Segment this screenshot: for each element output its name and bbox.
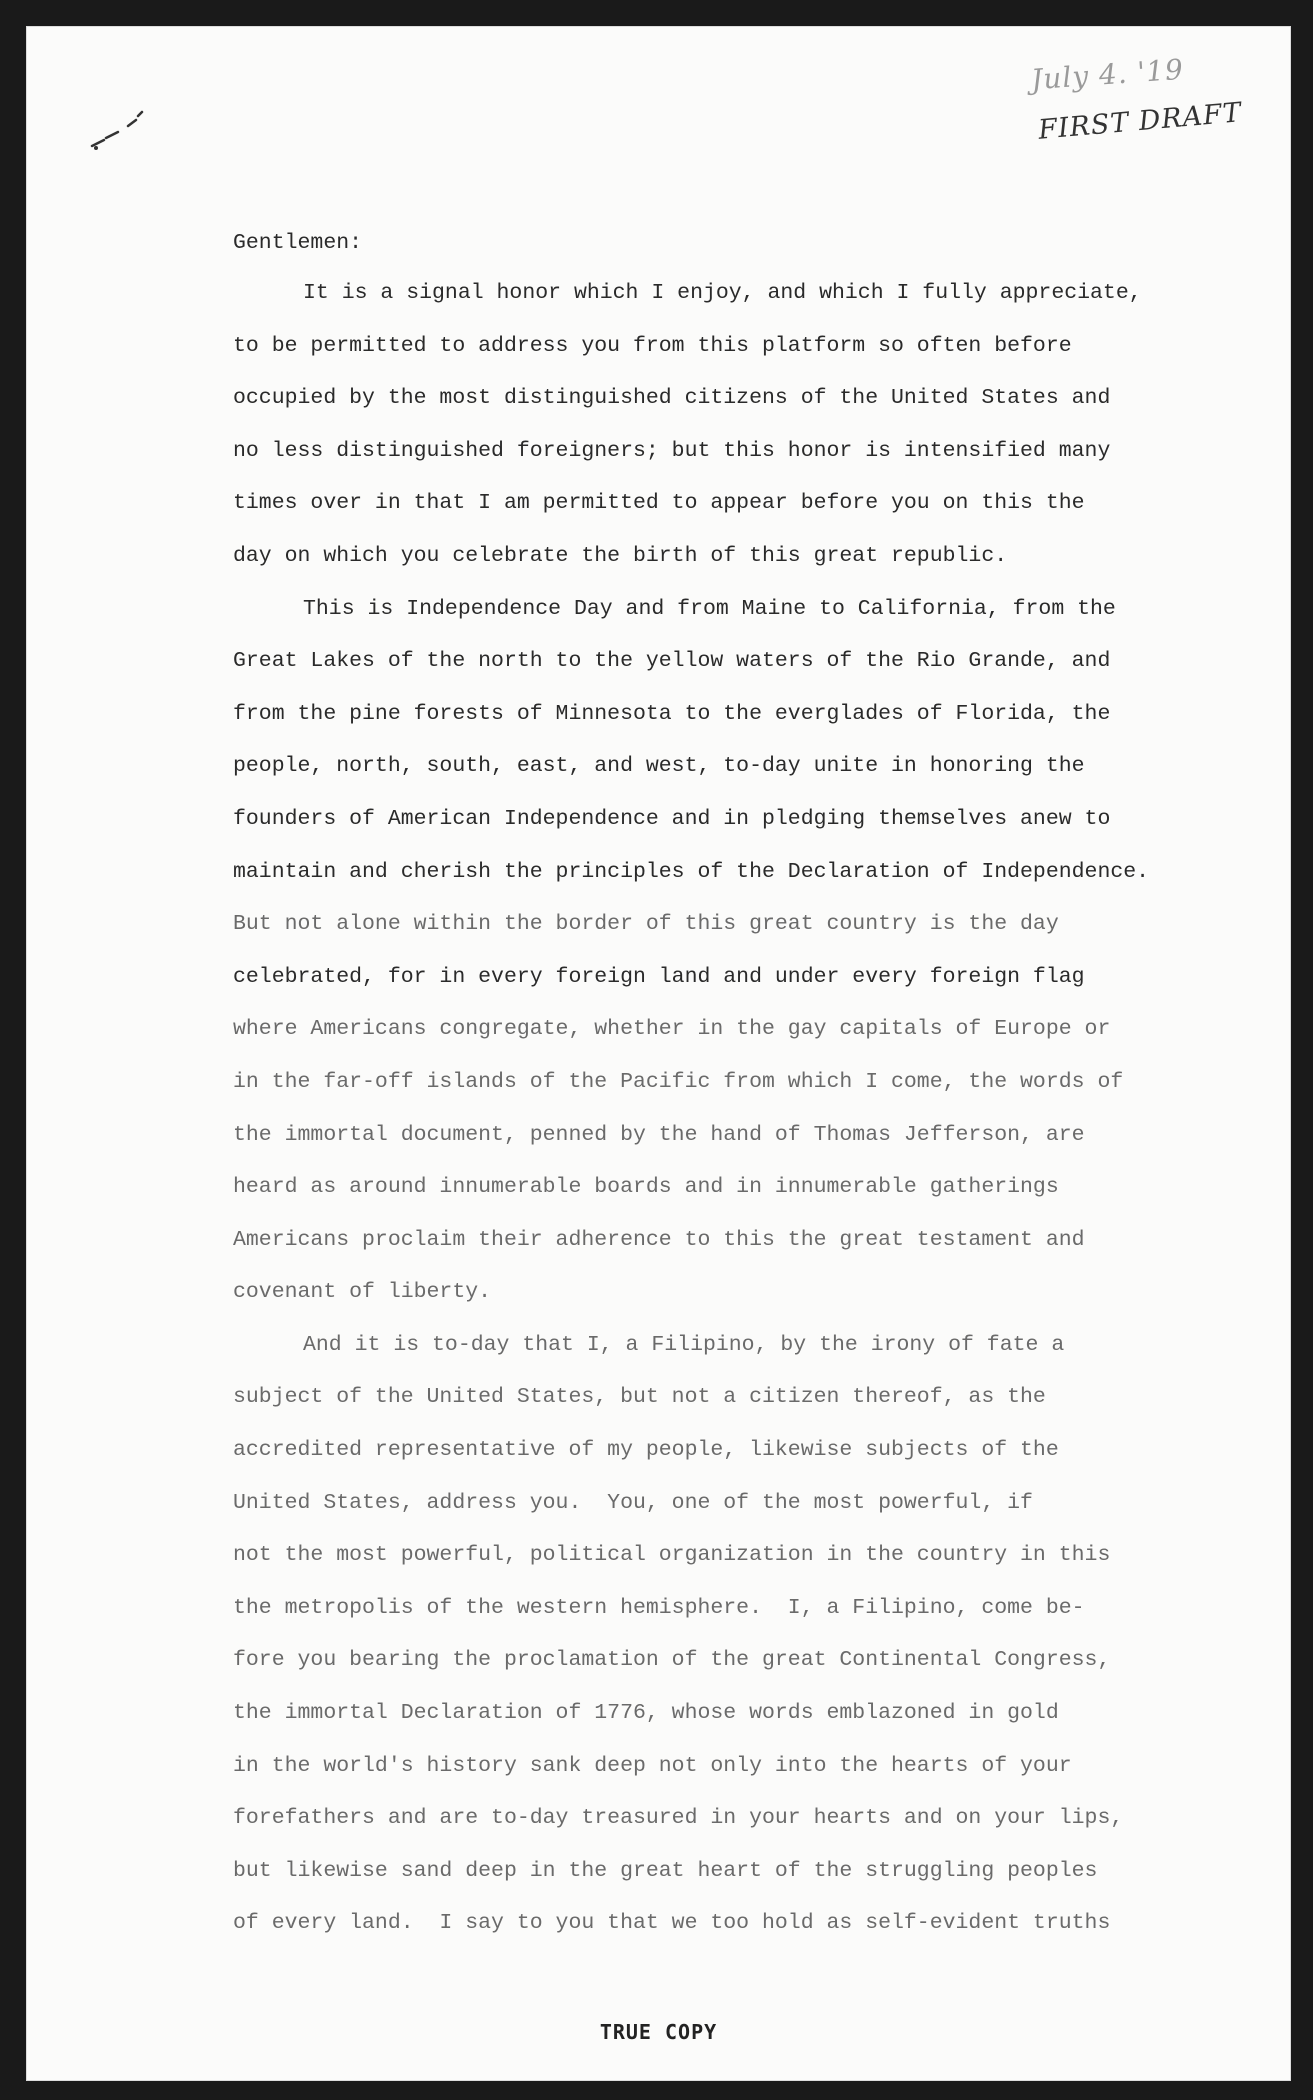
true-copy-stamp: TRUE COPY [599,2020,718,2044]
salutation: Gentlemen: [233,231,363,255]
text-line: heard as around innumerable boards and in innumerable gatherings [233,1175,1059,1200]
text-line: founders of American Independence and in pledging themselves anew to [233,806,1111,831]
text-line: the metropolis of the western hemisphere. I, a Filipino, come be- [233,1595,1085,1620]
text-line: the immortal document, penned by the hand of Thomas Jefferson, are [233,1122,1085,1147]
text-line: covenant of liberty. [233,1280,492,1305]
text-line: But not alone within the border of this great country is the day [233,912,1059,937]
text-line: fore you bearing the proclamation of the great Continental Congress, [233,1648,1111,1673]
text-line: to be permitted to address you from this platform so often before [233,333,1072,358]
text-line: forefathers and are to-day treasured in your hearts and on your lips, [233,1806,1124,1831]
document-page [26,26,1291,2081]
text-line: Americans proclaim their adherence to this the great testament and [233,1227,1085,1252]
text-line: in the far-off islands of the Pacific from which I come, the words of [233,1069,1124,1094]
text-line: day on which you celebrate the birth of this great republic. [233,543,1008,568]
pencil-mark-icon [84,94,154,154]
text-line: people, north, south, east, and west, to-day unite in honoring the [233,754,1085,779]
text-line: Great Lakes of the north to the yellow waters of the Rio Grande, and [233,649,1111,674]
text-line: maintain and cherish the principles of the Declaration of Independence. [233,859,1150,884]
speech-lines [233,278,1213,1961]
text-line: occupied by the most distinguished citizens of the United States and [233,386,1111,411]
text-line: accredited representative of my people, likewise subjects of the [233,1438,1059,1463]
text-line: from the pine forests of Minnesota to the everglades of Florida, the [233,701,1111,726]
text-line: no less distinguished foreigners; but this honor is intensified many [233,438,1111,463]
text-line: celebrated, for in every foreign land and under every foreign flag [233,964,1085,989]
text-line: but likewise sand deep in the great heart of the struggling peoples [233,1858,1098,1883]
text-line: times over in that I am permitted to appear before you on this the [233,491,1085,516]
text-line: This is Independence Day and from Maine to California, from the [303,596,1116,621]
speech-body [233,228,1213,1961]
text-line: It is a signal honor which I enjoy, and which I fully appreciate, [303,281,1142,305]
text-line: subject of the United States, but not a citizen thereof, as the [233,1385,1046,1410]
handwritten-date: July 4. '19 [1030,52,1185,97]
text-line: not the most powerful, political organization in the country in this [233,1543,1111,1568]
text-line: where Americans congregate, whether in the gay capitals of Europe or [233,1017,1111,1042]
text-line: of every land. I say to you that we too hold as self-evident truths [233,1911,1111,1936]
handwritten-draft-note: FIRST DRAFT [1037,97,1244,146]
text-line: And it is to-day that I, a Filipino, by the irony of fate a [303,1332,1065,1357]
text-line: United States, address you. You, one of the most powerful, if [233,1490,1033,1515]
text-line: the immortal Declaration of 1776, whose words emblazoned in gold [233,1701,1059,1726]
text-line: in the world's history sank deep not only into the hearts of your [233,1753,1072,1778]
